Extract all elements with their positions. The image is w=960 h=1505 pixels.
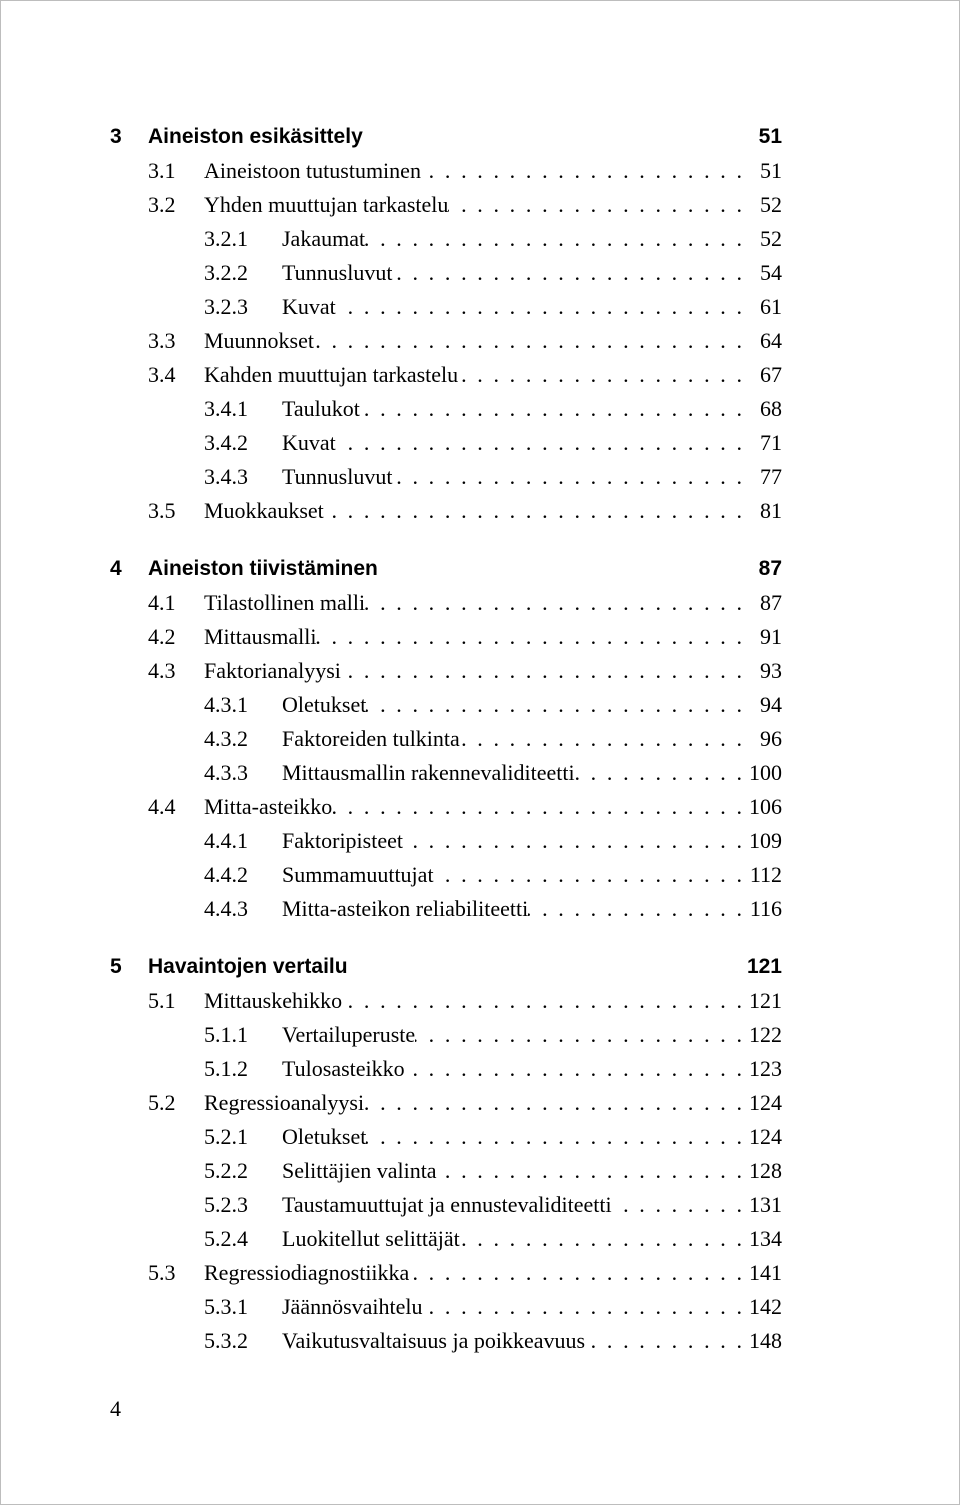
toc-dot-leader — [585, 1324, 742, 1358]
toc-section-entry[interactable] — [110, 1256, 782, 1290]
toc-dot-leader — [332, 790, 742, 824]
toc-section-entry[interactable] — [110, 892, 782, 926]
toc-dot-leader — [421, 154, 742, 188]
toc-entry-title-group — [204, 586, 782, 620]
toc-entry-page: 123 — [749, 1056, 782, 1081]
toc-entry-page: 116 — [749, 896, 782, 921]
toc-entry-number: 5.2 — [148, 1090, 176, 1115]
toc-entry-title-group — [282, 1052, 782, 1086]
toc-dot-leader — [405, 1052, 742, 1086]
toc-section-entry[interactable] — [110, 722, 782, 756]
table-of-contents — [110, 120, 782, 1358]
toc-entry-page: 71 — [760, 430, 782, 455]
toc-entry-page: 93 — [760, 658, 782, 683]
toc-section-entry[interactable] — [110, 1222, 782, 1256]
toc-entry-title-group — [282, 1290, 782, 1324]
toc-entry-title-group — [204, 188, 782, 222]
toc-entry-title-group — [282, 256, 782, 290]
toc-entry-title: Faktoripisteet — [282, 828, 403, 853]
toc-entry-number: 4.4 — [148, 794, 176, 819]
toc-section-entry[interactable] — [110, 824, 782, 858]
toc-entry-title: Jakaumat — [282, 226, 366, 251]
toc-section-entry[interactable] — [110, 154, 782, 188]
toc-section-entry[interactable] — [110, 1120, 782, 1154]
toc-entry-number: 3.3 — [148, 328, 176, 353]
toc-entry-page: 52 — [760, 192, 782, 217]
toc-entry-title: Mittausmallin rakennevaliditeetti — [282, 760, 575, 785]
toc-entry-number: 3.2.2 — [204, 260, 248, 285]
toc-entry-page: 87 — [760, 590, 782, 615]
toc-dot-leader — [434, 858, 742, 892]
toc-entry-number: 5.2.4 — [204, 1226, 248, 1251]
toc-entry-title: Oletukset — [282, 1124, 367, 1149]
toc-section-entry[interactable] — [110, 654, 782, 688]
toc-entry-number: 4.3.1 — [204, 692, 248, 717]
toc-dot-leader — [366, 688, 742, 722]
toc-section-entry[interactable] — [110, 984, 782, 1018]
toc-chapter-entry[interactable] — [110, 552, 782, 586]
toc-entry-page: 100 — [749, 760, 782, 785]
toc-entry-title: Tulosasteikko — [282, 1056, 405, 1081]
toc-entry-title: Luokitellut selittäjät — [282, 1226, 460, 1251]
toc-dot-leader — [612, 1188, 742, 1222]
toc-entry-page: 51 — [758, 125, 782, 148]
toc-dot-leader — [460, 1222, 742, 1256]
toc-section-entry[interactable] — [110, 460, 782, 494]
toc-entry-page: 94 — [760, 692, 782, 717]
toc-entry-number: 5.3.1 — [204, 1294, 248, 1319]
toc-entry-title-group — [282, 392, 782, 426]
toc-entry-title-group — [204, 1256, 782, 1290]
toc-entry-number: 4.1 — [148, 590, 176, 615]
toc-entry-page: 121 — [746, 955, 782, 978]
toc-entry-number: 3.2.1 — [204, 226, 248, 251]
toc-entry-title: Jäännösvaihtelu — [282, 1294, 423, 1319]
toc-section-entry[interactable] — [110, 1018, 782, 1052]
toc-section-entry[interactable] — [110, 358, 782, 392]
toc-entry-page: 141 — [749, 1260, 782, 1285]
toc-section-entry[interactable] — [110, 222, 782, 256]
toc-entry-title: Aineistoon tutustuminen — [204, 158, 421, 183]
toc-entry-title: Vertailuperuste — [282, 1022, 416, 1047]
toc-section-entry[interactable] — [110, 188, 782, 222]
toc-entry-title: Tunnusluvut — [282, 464, 393, 489]
toc-entry-title-group — [282, 290, 782, 324]
toc-section-entry[interactable] — [110, 1290, 782, 1324]
toc-entry-title: Kahden muuttujan tarkastelu — [204, 362, 459, 387]
toc-entry-page: 124 — [749, 1090, 782, 1115]
toc-entry-title: Havaintojen vertailu — [148, 955, 348, 978]
toc-section-entry[interactable] — [110, 688, 782, 722]
toc-entry-page: 64 — [760, 328, 782, 353]
toc-entry-title: Tilastollinen malli — [204, 590, 366, 615]
toc-entry-title-group — [204, 154, 782, 188]
toc-entry-number: 4.4.3 — [204, 896, 248, 921]
toc-dot-leader — [392, 256, 742, 290]
toc-section-entry[interactable] — [110, 256, 782, 290]
toc-dot-leader — [437, 1154, 742, 1188]
toc-entry-number: 5.3.2 — [204, 1328, 248, 1353]
toc-entry-title: Kuvat — [282, 294, 336, 319]
toc-entry-title: Kuvat — [282, 430, 336, 455]
toc-entry-title: Yhden muuttujan tarkastelu — [204, 192, 449, 217]
toc-dot-leader — [314, 324, 742, 358]
toc-entry-page: 51 — [760, 158, 782, 183]
toc-entry-number: 3.5 — [148, 498, 176, 523]
toc-section-entry[interactable] — [110, 324, 782, 358]
toc-dot-leader — [415, 1018, 742, 1052]
toc-entry-page: 77 — [760, 464, 782, 489]
toc-entry-title-group — [282, 722, 782, 756]
toc-dot-leader — [575, 756, 742, 790]
toc-section-entry[interactable] — [110, 1324, 782, 1358]
toc-entry-title-group — [282, 688, 782, 722]
toc-entry-title-group — [282, 858, 782, 892]
toc-section-entry[interactable] — [110, 1154, 782, 1188]
toc-entry-title-group — [282, 460, 782, 494]
toc-entry-title: Muunnokset — [204, 328, 314, 353]
toc-section-entry[interactable] — [110, 1052, 782, 1086]
toc-entry-number: 4.3 — [148, 658, 176, 683]
toc-entry-title: Regressiodiagnostiikka — [204, 1260, 410, 1285]
toc-entry-title-group — [204, 790, 782, 824]
toc-entry-number: 4.3.2 — [204, 726, 248, 751]
toc-entry-number: 5.3 — [148, 1260, 176, 1285]
toc-dot-leader — [365, 222, 742, 256]
toc-entry-page: 122 — [749, 1022, 782, 1047]
toc-entry-title: Summamuuttujat — [282, 862, 434, 887]
toc-entry-title: Vaikutusvaltaisuus ja poikkeavuus — [282, 1328, 586, 1353]
toc-entry-title-group — [204, 620, 782, 654]
toc-dot-leader — [336, 290, 742, 324]
toc-section-entry[interactable] — [110, 586, 782, 620]
toc-entry-number: 3.4 — [148, 362, 176, 387]
toc-dot-leader — [365, 586, 742, 620]
page-number: 4 — [110, 1396, 121, 1421]
toc-chapter-entry[interactable] — [110, 950, 782, 984]
toc-entry-page: 54 — [760, 260, 782, 285]
toc-dot-leader — [364, 1086, 742, 1120]
toc-entry-title: Mitta-asteikon reliabiliteetti — [282, 896, 529, 921]
toc-entry-page: 106 — [749, 794, 782, 819]
toc-entry-number: 5.1.2 — [204, 1056, 248, 1081]
toc-entry-title-group — [204, 1086, 782, 1120]
toc-entry-number: 4.2 — [148, 624, 176, 649]
toc-entry-title: Taustamuuttujat ja ennustevaliditeetti — [282, 1192, 612, 1217]
toc-entry-page: 109 — [749, 828, 782, 853]
toc-entry-page: 61 — [760, 294, 782, 319]
toc-section-entry[interactable] — [110, 494, 782, 528]
toc-entry-title-group — [148, 950, 782, 984]
toc-section-entry[interactable] — [110, 790, 782, 824]
toc-entry-number: 4.4.2 — [204, 862, 248, 887]
toc-dot-leader — [448, 188, 742, 222]
toc-entry-title-group — [148, 120, 782, 154]
toc-entry-title-group — [282, 222, 782, 256]
toc-entry-number: 5 — [110, 955, 122, 978]
toc-entry-page: 131 — [749, 1192, 782, 1217]
toc-entry-number: 3 — [110, 125, 122, 148]
toc-entry-title-group — [204, 324, 782, 358]
toc-entry-title-group — [282, 892, 782, 926]
toc-entry-number: 3.4.1 — [204, 396, 248, 421]
toc-section-entry[interactable] — [110, 290, 782, 324]
toc-entry-number: 3.2 — [148, 192, 176, 217]
toc-entry-number: 5.2.2 — [204, 1158, 248, 1183]
toc-dot-leader — [458, 358, 742, 392]
toc-chapter-entry[interactable] — [110, 120, 782, 154]
toc-entry-title: Taulukot — [282, 396, 360, 421]
toc-entry-title: Regressioanalyysi — [204, 1090, 365, 1115]
toc-entry-page: 96 — [760, 726, 782, 751]
toc-entry-number: 4.3.3 — [204, 760, 248, 785]
toc-dot-leader — [316, 620, 742, 654]
toc-entry-number: 3.2.3 — [204, 294, 248, 319]
toc-entry-title-group — [204, 654, 782, 688]
toc-entry-page: 148 — [749, 1328, 782, 1353]
toc-entry-page: 81 — [760, 498, 782, 523]
toc-entry-title-group — [282, 1120, 782, 1154]
toc-entry-title: Aineiston tiivistäminen — [148, 557, 378, 580]
toc-entry-number: 4 — [110, 557, 122, 580]
toc-entry-title: Tunnusluvut — [282, 260, 393, 285]
toc-entry-title-group — [282, 756, 782, 790]
toc-entry-title: Selittäjien valinta — [282, 1158, 437, 1183]
toc-entry-title: Faktorianalyysi — [204, 658, 341, 683]
toc-entry-page: 124 — [749, 1124, 782, 1149]
toc-dot-leader — [360, 392, 742, 426]
toc-entry-page: 142 — [749, 1294, 782, 1319]
toc-entry-page: 52 — [760, 226, 782, 251]
toc-entry-number: 4.4.1 — [204, 828, 248, 853]
toc-section-entry[interactable] — [110, 426, 782, 460]
toc-dot-leader — [403, 824, 742, 858]
toc-entry-page: 121 — [749, 988, 782, 1013]
toc-dot-leader — [409, 1256, 742, 1290]
toc-entry-title: Mittausmalli — [204, 624, 317, 649]
toc-entry-number: 5.2.3 — [204, 1192, 248, 1217]
toc-entry-title-group — [204, 984, 782, 1018]
toc-entry-number: 3.4.2 — [204, 430, 248, 455]
toc-entry-title: Faktoreiden tulkinta — [282, 726, 460, 751]
toc-entry-number: 3.4.3 — [204, 464, 248, 489]
toc-entry-page: 91 — [760, 624, 782, 649]
toc-entry-number: 5.2.1 — [204, 1124, 248, 1149]
toc-entry-title-group — [282, 426, 782, 460]
toc-entry-number: 3.1 — [148, 158, 176, 183]
toc-dot-leader — [460, 722, 742, 756]
toc-section-entry[interactable] — [110, 392, 782, 426]
toc-entry-title-group — [282, 824, 782, 858]
toc-dot-leader — [366, 1120, 742, 1154]
toc-section-entry[interactable] — [110, 1086, 782, 1120]
toc-entry-title: Aineiston esikäsittely — [148, 125, 363, 148]
toc-entry-number: 5.1.1 — [204, 1022, 248, 1047]
toc-entry-title-group — [282, 1222, 782, 1256]
toc-entry-title: Mitta-asteikko — [204, 794, 333, 819]
toc-entry-title: Muokkaukset — [204, 498, 324, 523]
toc-entry-title-group — [204, 494, 782, 528]
toc-dot-leader — [324, 494, 742, 528]
toc-dot-leader — [423, 1290, 742, 1324]
toc-entry-title-group — [148, 552, 782, 586]
toc-dot-leader — [392, 460, 742, 494]
toc-dot-leader — [336, 426, 742, 460]
toc-entry-title: Mittauskehikko — [204, 988, 343, 1013]
toc-entry-title-group — [282, 1154, 782, 1188]
toc-entry-title-group — [282, 1188, 782, 1222]
toc-entry-title: Oletukset — [282, 692, 367, 717]
toc-dot-leader — [341, 654, 742, 688]
toc-entry-page: 68 — [760, 396, 782, 421]
toc-entry-page: 67 — [760, 362, 782, 387]
toc-entry-page: 134 — [749, 1226, 782, 1251]
toc-entry-number: 5.1 — [148, 988, 176, 1013]
toc-section-entry[interactable] — [110, 620, 782, 654]
toc-section-entry[interactable] — [110, 858, 782, 892]
toc-dot-leader — [528, 892, 742, 926]
toc-entry-page: 112 — [749, 862, 782, 887]
toc-entry-title-group — [282, 1324, 782, 1358]
toc-dot-leader — [342, 984, 742, 1018]
toc-entry-page: 87 — [758, 557, 782, 580]
toc-section-entry[interactable] — [110, 756, 782, 790]
toc-entry-title-group — [204, 358, 782, 392]
toc-entry-title-group — [282, 1018, 782, 1052]
toc-section-entry[interactable] — [110, 1188, 782, 1222]
toc-entry-page: 128 — [749, 1158, 782, 1183]
